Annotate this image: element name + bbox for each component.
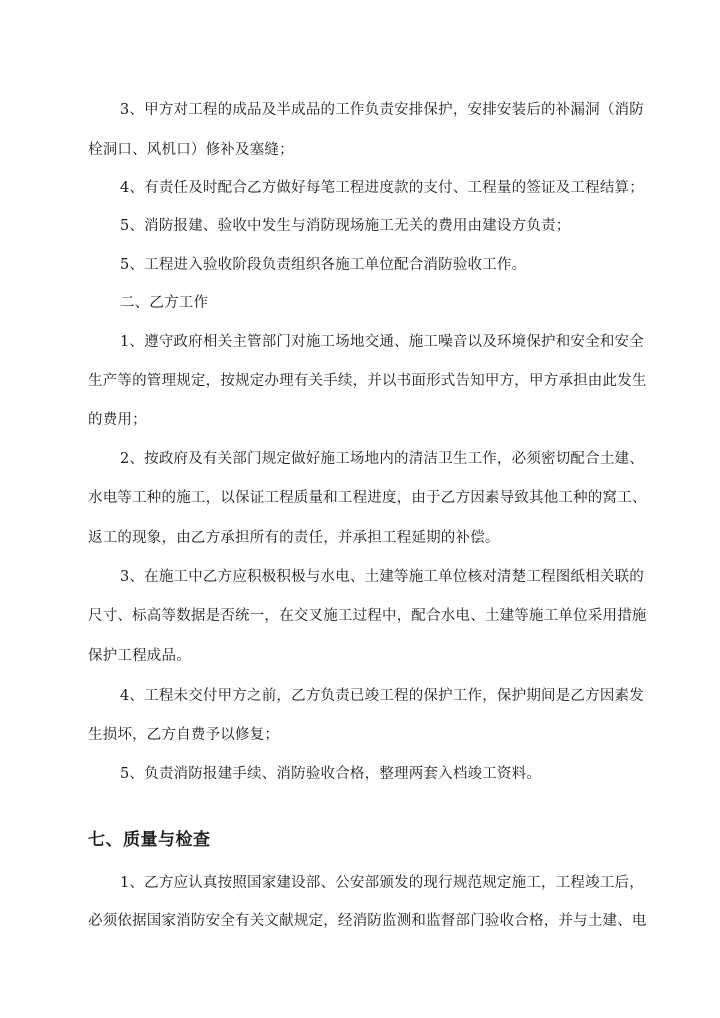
paragraph-line: 的费用； [88, 412, 147, 428]
paragraph-line: 4、工程未交付甲方之前，乙方负责已竣工程的保护工作，保护期间是乙方因素发 [120, 688, 644, 704]
paragraph-line: 必须依据国家消防安全有关文献规定，经消防监测和监督部门验收合格，并与土建、电 [88, 913, 647, 929]
section-heading: 七、质量与检查 [88, 830, 211, 850]
paragraph-line: 5、工程进入验收阶段负责组织各施工单位配合消防验收工作。 [120, 257, 527, 273]
paragraph-line: 水电等工种的施工，以保证工程质量和工程进度，由于乙方因素导致其他工种的窝工、 [88, 490, 647, 506]
paragraph-line: 4、有责任及时配合乙方做好每笔工程进度款的支付、工程量的签证及工程结算； [120, 180, 644, 196]
paragraph-line: 1、遵守政府相关主管部门对施工场地交通、施工噪音以及环境保护和安全和安全 [120, 334, 644, 350]
paragraph-line: 返工的现象，由乙方承担所有的责任，并承担工程延期的补偿。 [88, 530, 500, 546]
paragraph-line: 尺寸、标高等数据是否统一，在交叉施工过程中，配合水电、土建等施工单位采用措施 [88, 608, 647, 624]
paragraph-line: 生产等的管理规定，按规定办理有关手续，并以书面形式告知甲方，甲方承担由此发生 [88, 373, 647, 389]
section-subheading: 二、乙方工作 [120, 295, 209, 311]
paragraph-line: 栓洞口、风机口）修补及塞缝； [88, 142, 294, 158]
paragraph-line: 3、在施工中乙方应积极积极与水电、土建等施工单位核对清楚工程图纸相关联的 [120, 569, 644, 585]
paragraph-line: 生损坏，乙方自费予以修复； [88, 727, 280, 743]
paragraph-line: 1、乙方应认真按照国家建设部、公安部颁发的现行规范规定施工，工程竣工后， [120, 875, 644, 891]
paragraph-line: 3、甲方对工程的成品及半成品的工作负责安排保护，安排安装后的补漏洞（消防 [120, 102, 644, 118]
paragraph-line: 5、消防报建、验收中发生与消防现场施工无关的费用由建设方负责； [120, 218, 571, 234]
paragraph-line: 保护工程成品。 [88, 648, 191, 664]
paragraph-line: 2、按政府及有关部门规定做好施工场地内的清洁卫生工作，必须密切配合土建、 [120, 451, 644, 467]
paragraph-line: 5、负责消防报建手续、消防验收合格，整理两套入档竣工资料。 [120, 766, 542, 782]
